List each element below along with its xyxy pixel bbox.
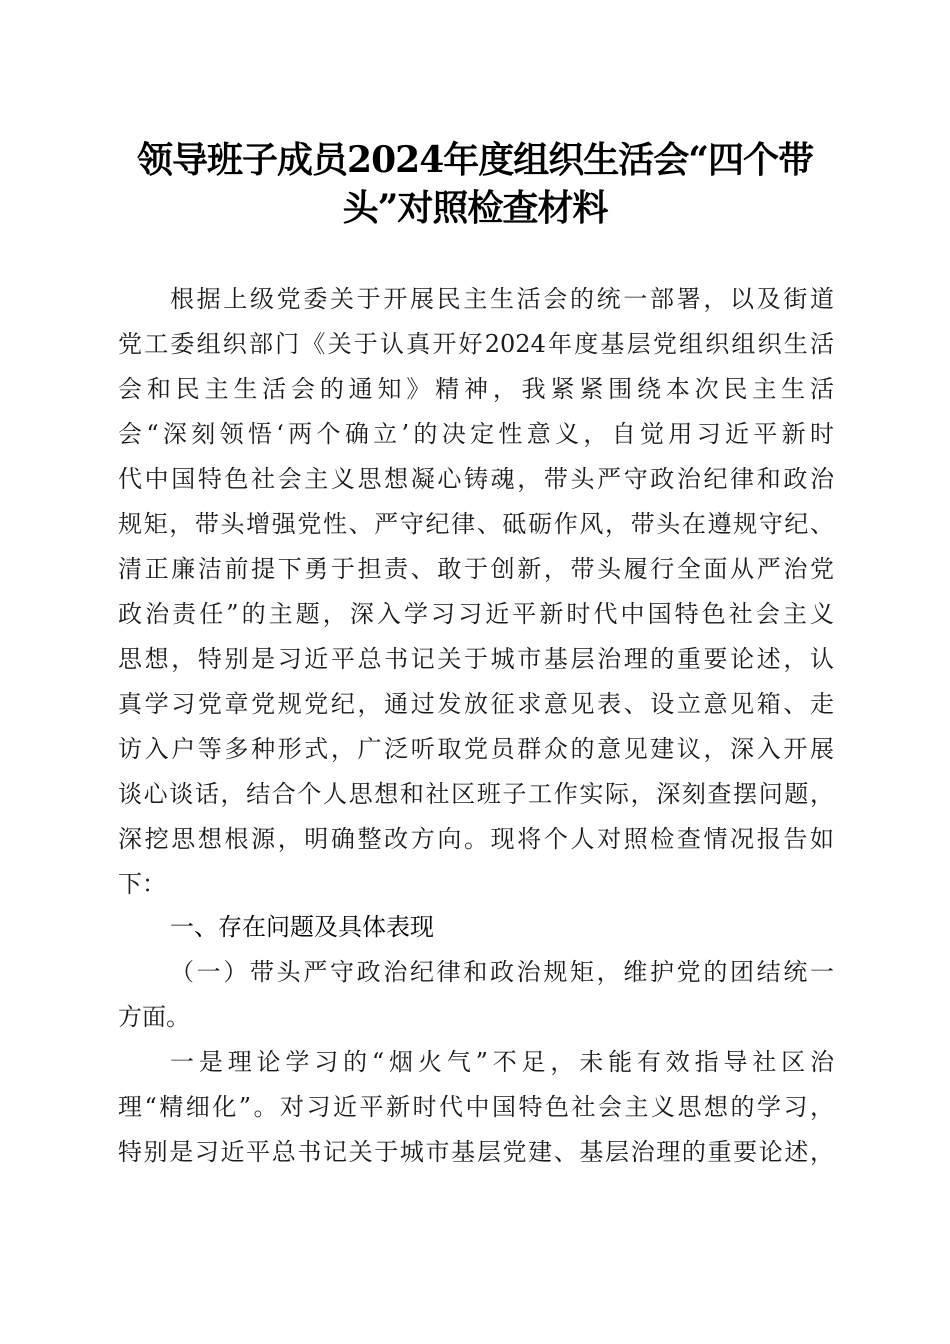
paragraph-line: 下：	[118, 870, 166, 898]
paragraph-line: 谈心谈话，结合个人思想和社区班子工作实际，深刻查摆问题，	[118, 780, 834, 808]
document-title-line-2: 头”对照检查材料	[342, 187, 608, 229]
paragraph-line: 一是理论学习的“烟火气”不足，未能有效指导社区治	[170, 1048, 834, 1076]
paragraph-line: 代中国特色社会主义思想凝心铸魂，带头严守政治纪律和政治	[118, 465, 834, 493]
document-title-line-1: 领导班子成员2024年度组织生活会“四个带	[137, 139, 813, 181]
section-heading: 一、存在问题及具体表现	[170, 913, 434, 941]
paragraph-line: 政治责任”的主题，深入学习习近平新时代中国特色社会主义	[118, 600, 834, 628]
paragraph-line: 理“精细化”。对习近平新时代中国特色社会主义思想的学习，	[118, 1093, 834, 1121]
paragraph-line: 特别是习近平总书记关于城市基层党建、基层治理的重要论述，	[118, 1138, 834, 1166]
paragraph-line: 会和民主生活会的通知》精神，我紧紧围绕本次民主生活	[118, 375, 834, 403]
paragraph-line: 思想，特别是习近平总书记关于城市基层治理的重要论述，认	[118, 645, 834, 673]
paragraph-line: 清正廉洁前提下勇于担责、敢于创新，带头履行全面从严治党	[118, 555, 834, 583]
paragraph-line: （一）带头严守政治纪律和政治规矩，维护党的团结统一	[170, 958, 834, 986]
paragraph-line: 根据上级党委关于开展民主生活会的统一部署，以及街道	[170, 285, 834, 313]
paragraph-line: 会“深刻领悟‘两个确立’的决定性意义，自觉用习近平新时	[118, 420, 834, 448]
paragraph-line: 深挖思想根源，明确整改方向。现将个人对照检查情况报告如	[118, 825, 834, 853]
paragraph-line: 方面。	[118, 1003, 190, 1031]
paragraph-line: 党工委组织部门《关于认真开好2024年度基层党组织组织生活	[118, 330, 834, 358]
paragraph-line: 规矩，带头增强党性、严守纪律、砥砺作风，带头在遵规守纪、	[118, 510, 834, 538]
paragraph-line: 真学习党章党规党纪，通过发放征求意见表、设立意见箱、走	[118, 690, 834, 718]
paragraph-line: 访入户等多种形式，广泛听取党员群众的意见建议，深入开展	[118, 735, 834, 763]
